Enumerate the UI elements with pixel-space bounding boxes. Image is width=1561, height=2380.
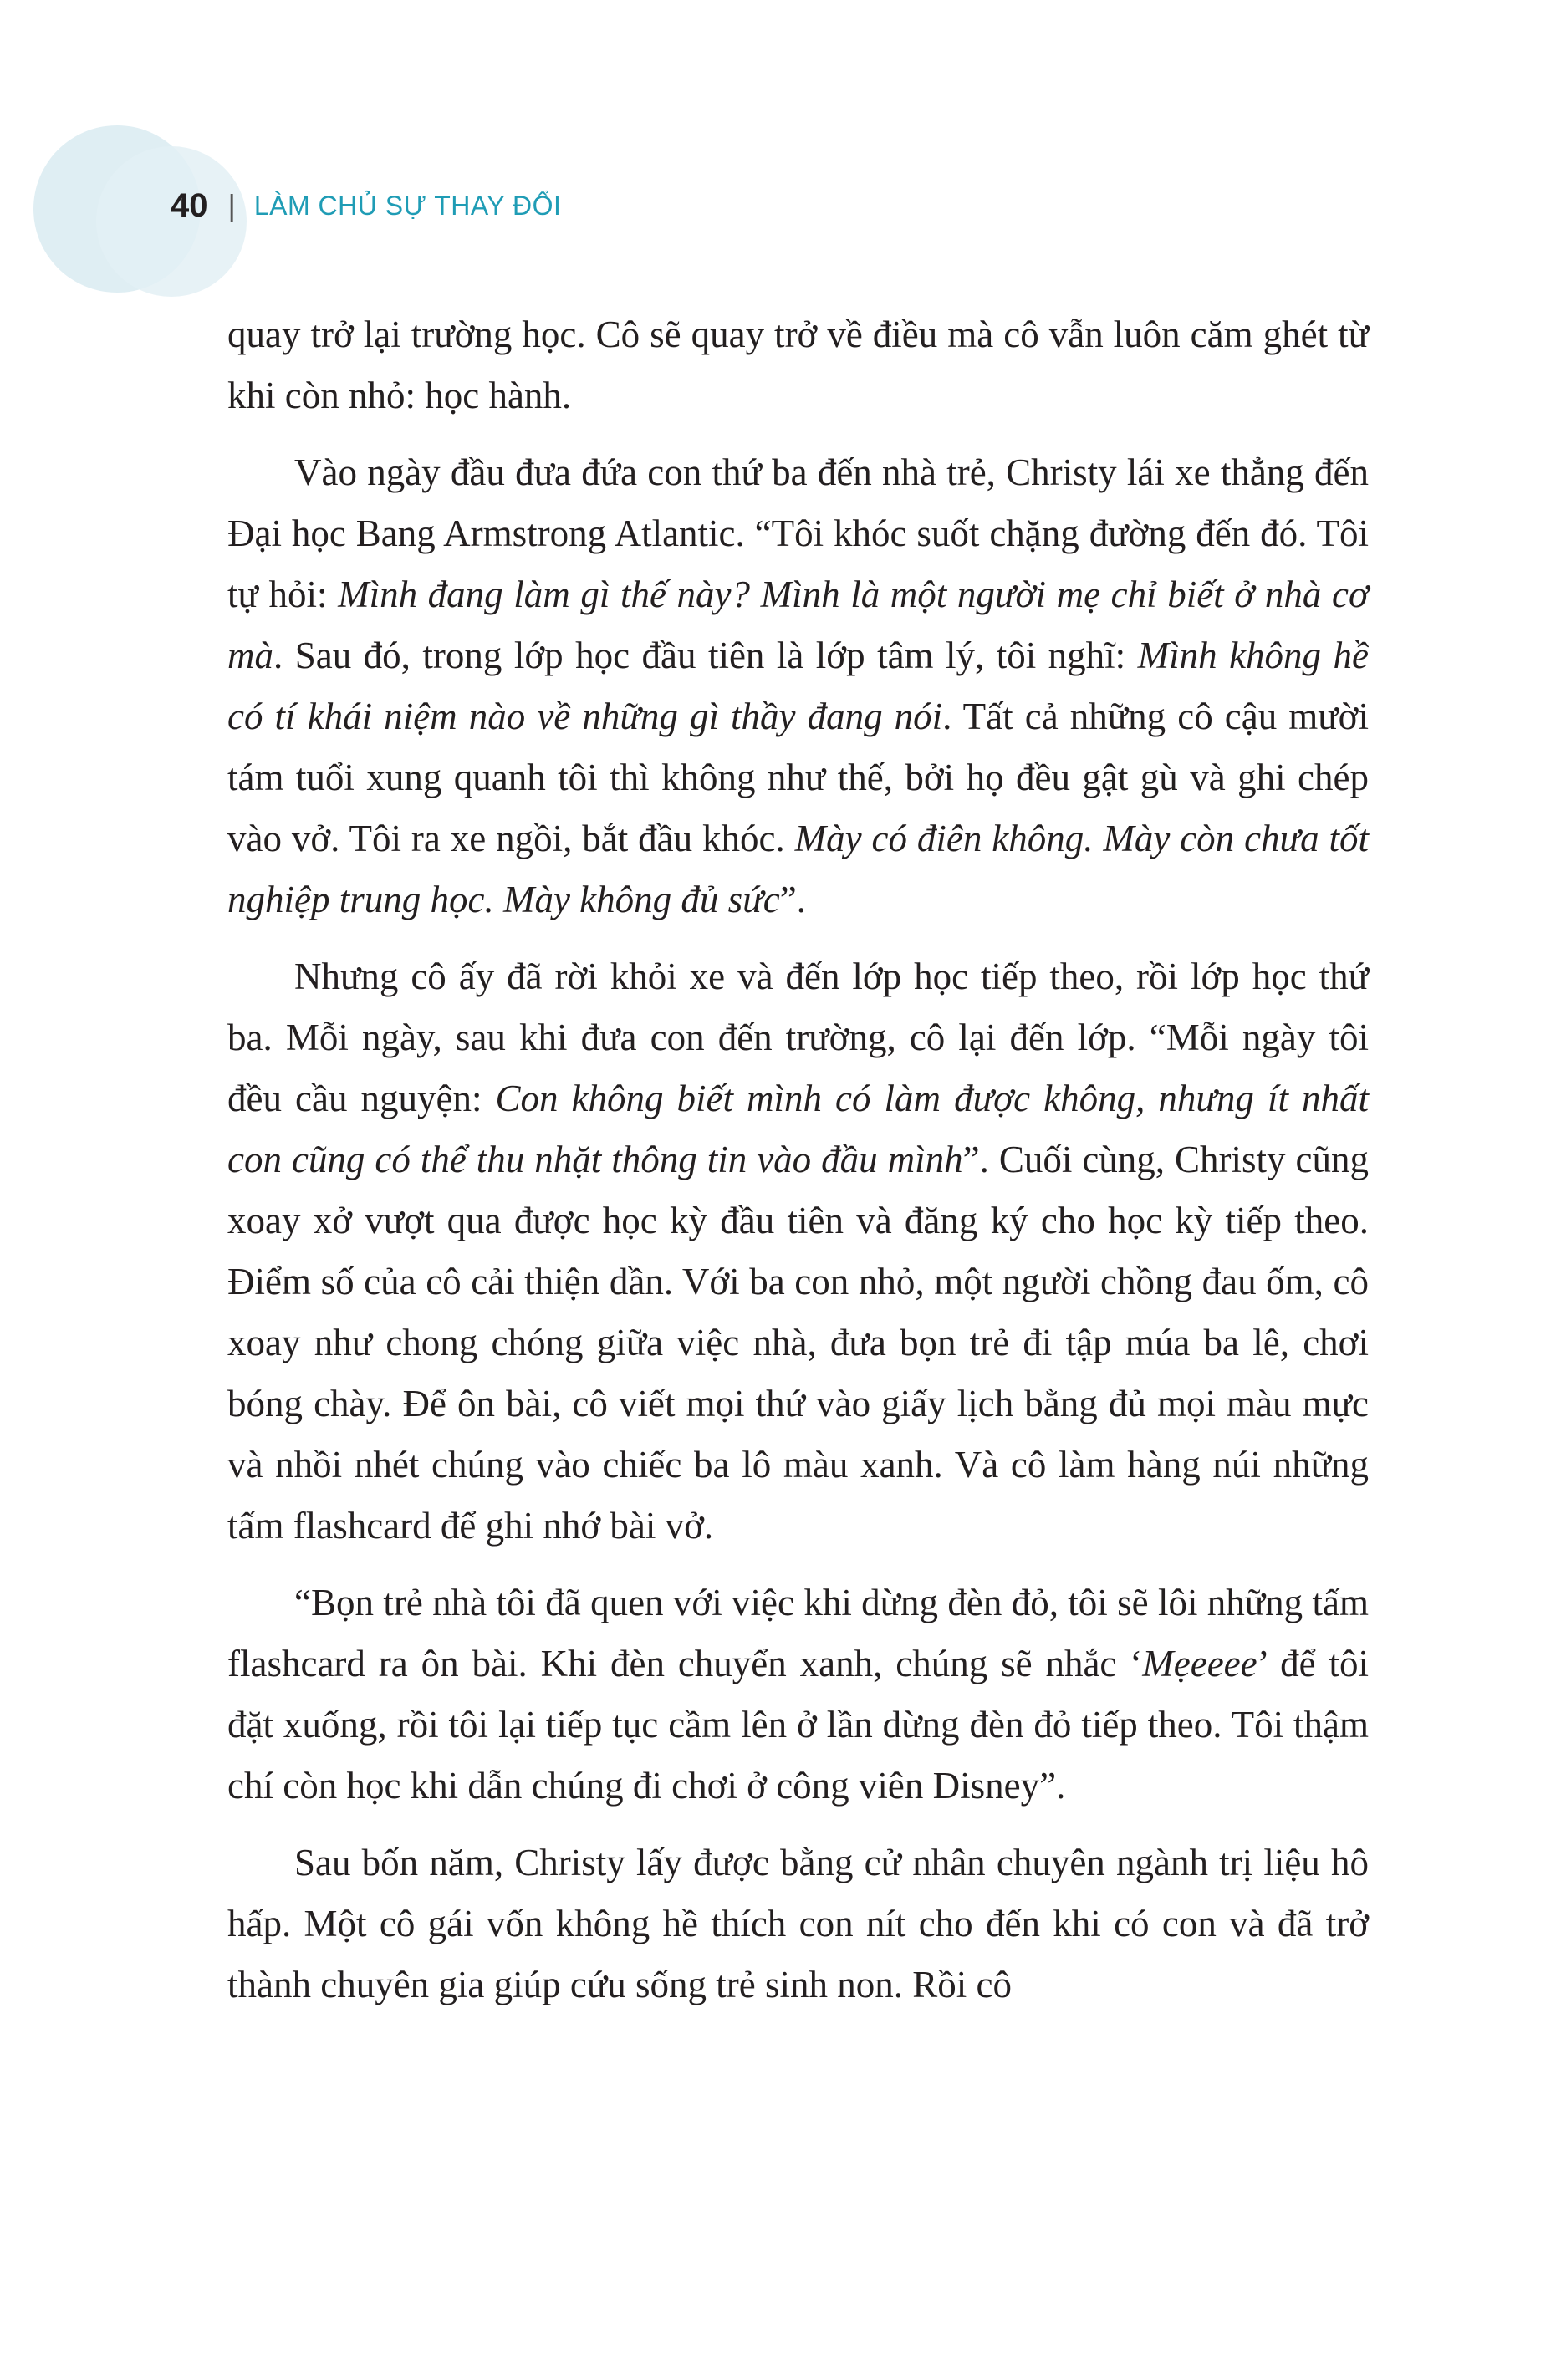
text-segment: quay trở lại trường học. Cô sẽ quay trở về điều mà cô vẫn luôn căm ghét từ khi còn nhỏ: học hành. (227, 313, 1369, 416)
italic-text-segment: Mình không hề có tí khái niệm nào về những gì thầy đang nói (227, 634, 1369, 737)
italic-text-segment: Con không biết mình có làm được không, nhưng ít nhất con cũng có thể thu nhặt thông tin vào đầu mình (227, 1078, 1369, 1180)
text-segment: ’ để tôi đặt xuống, rồi tôi lại tiếp tục cầm lên ở lần dừng đèn đỏ tiếp theo. Tôi thậm chí còn học khi dẫn chúng đi chơi ở công viên Disney”. (227, 1643, 1370, 1807)
italic-text-segment: Mẹeeee (1142, 1643, 1257, 1684)
running-title: LÀM CHỦ SỰ THAY ĐỔI (253, 190, 562, 221)
paragraph-3 (227, 946, 1369, 1557)
text-segment: . Sau đó, trong lớp học đầu tiên là lớp tâm lý, tôi nghĩ: (273, 634, 1138, 676)
paragraph-2 (227, 442, 1369, 930)
text-segment: . Tất cả những cô cậu mười tám tuổi xung quanh tôi thì không như thế, bởi họ đều gật gù và ghi chép vào vở. Tôi ra xe ngồi, bắt đầu khóc. (227, 696, 1369, 859)
text-segment: ”. (779, 879, 806, 920)
text-segment: “Bọn trẻ nhà tôi đã quen với việc khi dừng đèn đỏ, tôi sẽ lôi những tấm flashcard ra ôn bài. Khi đèn chuyển xanh, chúng sẽ nhắc ‘ (227, 1582, 1369, 1684)
italic-text-segment: Mình đang làm gì thế này? Mình là một người mẹ chỉ biết ở nhà cơ mà (227, 573, 1369, 676)
italic-text-segment: Mày có điên không. Mày còn chưa tốt nghiệp trung học. Mày không đủ sức (227, 818, 1369, 920)
paragraph-1 (227, 304, 1369, 426)
text-segment: ”. Cuối cùng, Christy cũng xoay xở vượt qua được học kỳ đầu tiên và đăng ký cho học kỳ tiếp theo. Điểm số của cô cải thiện dần. Với ba con nhỏ, một người chồng đau ốm, cô xoay như chong chóng giữa việc nhà, đưa bọn trẻ đi tập múa ba lê, chơi bóng chày. Để ôn bài, cô viết mọi thứ vào giấy lịch bằng đủ mọi màu mực và nhồi nhét chúng vào chiếc ba lô màu xanh. Và cô làm hàng núi những tấm flashcard để ghi nhớ bài vở. (227, 1139, 1369, 1547)
paragraph-4 (227, 1572, 1369, 1817)
paragraph-5 (227, 1832, 1369, 2016)
page-header (171, 182, 561, 229)
page-number: 40 (171, 186, 208, 224)
body-text (227, 304, 1369, 2031)
text-segment: Vào ngày đầu đưa đứa con thứ ba đến nhà trẻ, Christy lái xe thẳng đến Đại học Bang Armstrong Atlantic. “Tôi khóc suốt chặng đường đến đó. Tôi tự hỏi: (227, 451, 1369, 615)
text-segment: Nhưng cô ấy đã rời khỏi xe và đến lớp học tiếp theo, rồi lớp học thứ ba. Mỗi ngày, sau khi đưa con đến trường, cô lại đến lớp. “Mỗi ngày tôi đều cầu nguyện: (227, 956, 1369, 1119)
text-segment: Sau bốn năm, Christy lấy được bằng cử nhân chuyên ngành trị liệu hô hấp. Một cô gái vốn không hề thích con nít cho đến khi có con và đã trở thành chuyên gia giúp cứu sống trẻ sinh non. Rồi cô (227, 1842, 1369, 2005)
header-divider: | (227, 188, 236, 222)
